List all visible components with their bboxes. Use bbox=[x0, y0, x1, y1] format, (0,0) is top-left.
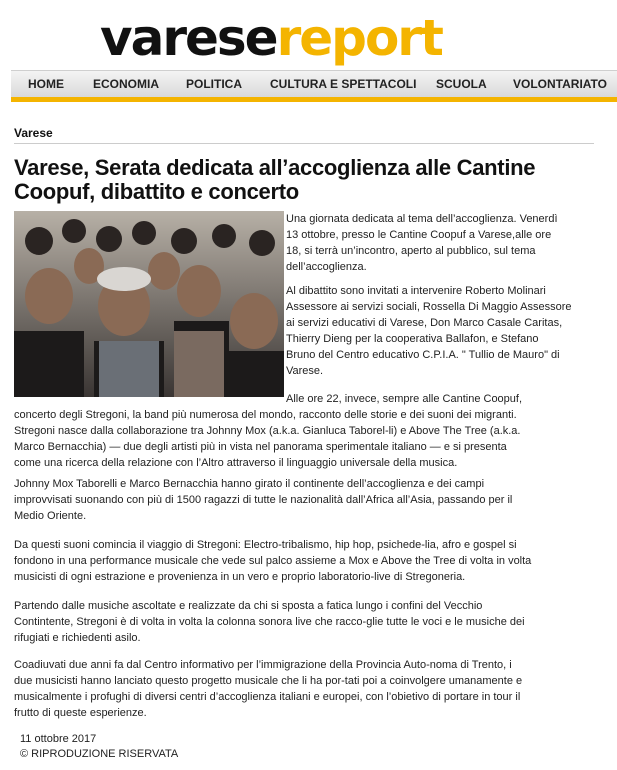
copyright-notice: © RIPRODUZIONE RISERVATA bbox=[20, 748, 179, 760]
paragraph-2 bbox=[286, 283, 572, 379]
paragraph-line: Contintente, Stregoni è di volta in volta la colonna sonora live che racco-glie tutte le voci e le musiche dei bbox=[14, 616, 525, 628]
paragraph-line: Johnny Mox Taborelli e Marco Bernacchia hanno girato il continente dell’accoglienza e dei campi bbox=[14, 478, 485, 490]
section-divider bbox=[14, 143, 594, 144]
paragraph-line: Da questi suoni comincia il viaggio di Stregoni: Electro-tribalismo, hip hop, psichede-lia, afro e gospel si bbox=[14, 539, 517, 551]
paragraph-line: Al dibattito sono invitati a intervenire Roberto Molinari bbox=[286, 285, 546, 297]
paragraph-line: improvvisati suonando con più di 1500 ragazzi di tutte le nazionalità dall’Africa all’Asia, passando per il bbox=[14, 494, 513, 506]
site-logo[interactable] bbox=[100, 8, 442, 68]
paragraph-3-first-line bbox=[286, 391, 522, 407]
lead-line: dell’accoglienza. bbox=[286, 261, 367, 273]
paragraph-line: Alle ore 22, invece, sempre alle Cantine Coopuf, bbox=[286, 393, 523, 405]
paragraph-line: concerto degli Stregoni, la band più numerosa del mondo, racconto delle storie e dei suoni dei migranti. bbox=[14, 409, 517, 421]
nav-item-politica[interactable]: POLITICA bbox=[186, 77, 242, 91]
nav-item-cultura[interactable]: CULTURA E SPETTACOLI bbox=[270, 77, 417, 91]
paragraph-line: Bruno del Centro educativo C.P.I.A. " Tullio de Mauro" di bbox=[286, 349, 560, 361]
paragraph-5 bbox=[14, 537, 531, 585]
nav-item-home[interactable]: HOME bbox=[28, 77, 64, 91]
paragraph-line: frutto di queste esperienze. bbox=[14, 707, 147, 719]
paragraph-line: due musicisti hanno lanciato questo progetto musicale che li ha por-tati poi a coinvolgere umanamente e bbox=[14, 675, 523, 687]
paragraph-4 bbox=[14, 476, 512, 524]
nav-item-economia[interactable]: ECONOMIA bbox=[93, 77, 159, 91]
lead-line: 13 ottobre, presso le Cantine Coopuf a Varese,alle ore bbox=[286, 229, 552, 241]
paragraph-line: musicisti di ogni estrazione e provenienza in un vero e proprio laboratorio-live di Stregoneria. bbox=[14, 571, 466, 583]
article-title: Varese, Serata dedicata all’accoglienza alle Cantine Coopuf, dibattito e concerto bbox=[14, 155, 536, 204]
article-photo bbox=[14, 211, 284, 397]
paragraph-line: Stregoni nasce dalla collaborazione tra Johnny Mox (a.k.a. Gianluca Taborel-li) e Above The Tree (a.k.a. bbox=[14, 425, 521, 437]
paragraph-line: musicalmente i profughi di diversi centri d’accoglienza italiani e europei, con l’obietivo di portare in tour il bbox=[14, 691, 521, 703]
main-nav bbox=[11, 70, 617, 102]
paragraph-7 bbox=[14, 657, 522, 721]
nav-item-volontariato[interactable]: VOLONTARIATO bbox=[513, 77, 607, 91]
logo-text-varese: varese bbox=[100, 9, 277, 67]
paragraph-line: fondono in una performance musicale che vede sul palco assieme a Mox e Above the Tree di volta in volta bbox=[14, 555, 532, 567]
nav-item-scuola[interactable]: SCUOLA bbox=[436, 77, 487, 91]
paragraph-line: Assessore ai servizi sociali, Rossella Di Maggio Assessore bbox=[286, 301, 572, 313]
lead-line: Una giornata dedicata al tema dell’accoglienza. Venerdì bbox=[286, 213, 558, 225]
publish-date: 11 ottobre 2017 bbox=[20, 733, 97, 745]
logo-text-report: report bbox=[276, 9, 442, 67]
paragraph-line: come una ricerca della relazione con l’Altro attraverso il linguaggio universale della musica. bbox=[14, 457, 458, 469]
paragraph-6 bbox=[14, 598, 525, 646]
paragraph-line: rifugiati e richiedenti asilo. bbox=[14, 632, 141, 644]
paragraph-3 bbox=[14, 407, 520, 471]
paragraph-line: Partendo dalle musiche ascoltate e realizzate da chi si sposta a fatica lungo i confini del Vecchio bbox=[14, 600, 483, 612]
lead-line: 18, si terrà un’incontro, aperto al pubblico, sul tema bbox=[286, 245, 536, 257]
paragraph-line: ai servizi educativi di Varese, Don Marco Casale Caritas, bbox=[286, 317, 563, 329]
section-label[interactable]: Varese bbox=[14, 126, 53, 140]
paragraph-line: Thierry Dieng per la cooperativa Ballafon, e Stefano bbox=[286, 333, 539, 345]
paragraph-line: Varese. bbox=[286, 365, 324, 377]
paragraph-line: Medio Oriente. bbox=[14, 510, 87, 522]
paragraph-line: Marco Bernacchia) — due degli artisti più in vista nel panorama sperimentale italiano — e si presenta bbox=[14, 441, 507, 453]
paragraph-line: Coadiuvati due anni fa dal Centro informativo per l’immigrazione della Provincia Auto-noma di Trento, i bbox=[14, 659, 512, 671]
lead-paragraph bbox=[286, 211, 558, 275]
